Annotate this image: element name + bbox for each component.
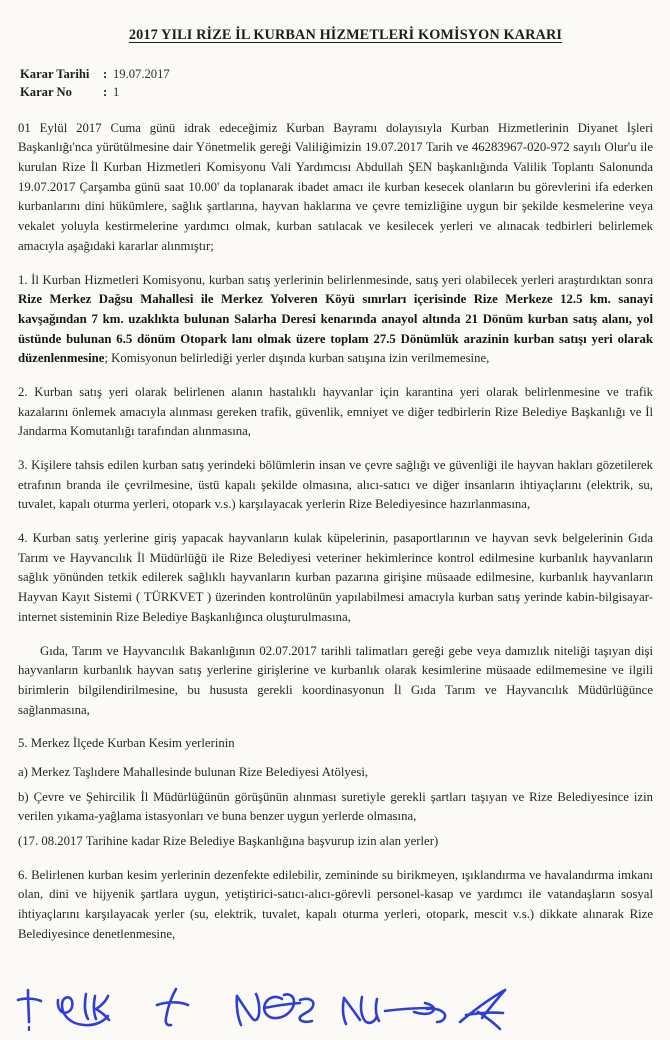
item-1-tail: ; Komisyonun belirlediği yerler dışında kurban satışına izin verilmemesine, xyxy=(104,351,490,366)
decision-item-5b: b) Çevre ve Şehircilik İl Müdürlüğünün görüşünün alınması suretiyle gerekli şartları taşıyan ve Rize Belediyesince izin verilen yıkama-yağlama istasyonları ve buna benzer uygun yerlerde olmasına, xyxy=(18,789,653,824)
item-1-lead: 1. İl Kurban Hizmetleri Komisyonu, kurban satış yerlerinin belirlenmesinde, satış yeri olabilecek yerleri araştırdıktan sonra xyxy=(18,272,653,287)
signature-mark-6 xyxy=(460,990,505,1029)
decision-item-1 xyxy=(18,271,653,369)
signature-mark-5 xyxy=(343,997,445,1024)
page-title: 2017 YILI RİZE İL KURBAN HİZMETLERİ KOMİSYON KARARI xyxy=(128,27,563,43)
signature-mark-4 xyxy=(237,994,314,1025)
decision-item-3: 3. Kişilere tahsis edilen kurban satış yerindeki bölümlerin insan ve çevre sağlığı ve güvenliği ile hayvan hakları gözetilerek etrafının branda ile çevrilmesine, üstü kapalı şekilde olmasına, alıcı-satıcı ve diğer insanların ihtiyaçlarını (elektrik, su, tuvalet, kapalı oturma yerleri, otopark v.s.) karşılayacak yerlerin Rize Belediyesince hazırlanmasına, xyxy=(18,458,653,512)
decision-meta xyxy=(20,65,653,102)
decision-date-value: 19.07.2017 xyxy=(113,66,170,81)
decision-number-row xyxy=(20,83,653,102)
decision-item-5a: a) Merkez Taşlıdere Mahallesinde bulunan Rize Belediyesi Atölyesi, xyxy=(18,764,369,779)
decision-number-value: 1 xyxy=(113,85,120,100)
decision-item-2: 2. Kurban satış yeri olarak belirlenen alanın hastalıklı hayvanlar için karantina yeri olarak belirlenmesine ve trafik kazalarını önlemek amacıyla alınması gereken trafik, güvenlik, emniyet ve diğer tedbirlerin Rize Belediye Başkanlığı ve İl Jandarma Komutanlığı tarafından alınmasına, xyxy=(18,384,653,439)
decision-item-4: 4. Kurban satış yerlerine giriş yapacak hayvanların kulak küpelerinin, pasaportlarının ve hayvan sevk belgelerinin Gıda Tarım ve Hayvancılık İl Müdürlüğü ile Rize Belediyesi veteriner hekimlerince kontrol edilmesine kurbanlık hayvanların sağlık yönünden tetkik edilerek sağlıklı hayvanların kurban pazarına girişine müsaade edilmesine, kurbanlık hayvanların Hayvan Kayıt Sistemi ( TÜRKVET ) üzerinden kontrolünün yapılabilmesi amacıyla kurban satış yerinde kabin-bilgisayar- internet sisteminin Rize Belediye Başkanlığınca oluşturulmasına, xyxy=(18,531,653,624)
ministry-note-paragraph: Gıda, Tarım ve Hayvancılık Bakanlığının 02.07.2017 tarihli talimatları gereği gebe veya damızlık niteliği taşıyan dişi hayvanların kurbanlık hayvan satış yerlerine girişlerine ve kurbanlık olarak kesimlerine müsaade edilmemesine ve ilgili birimlerin bilgilendirilmesine, bu hususta gerekli koordinasyonun İl Gıda Tarım ve Hayvancılık Müdürlüğünce sağlanmasına, xyxy=(18,643,653,717)
decision-item-5-note: (17. 08.2017 Tarihine kadar Rize Belediye Başkanlığına başvurup izin alan yerler) xyxy=(18,834,439,849)
decision-number-colon: : xyxy=(103,85,108,100)
signature-mark-2 xyxy=(58,994,109,1025)
item-1-emphasis: Rize Merkez Dağsu Mahallesi ile Merkez Yolveren Köyü sınırları içerisinde Rize Merkeze 12.5 km. sanayi kavşağından 7 km. uzaklıkta bulunan Salarha Deresi kenarında anayol altında 21 Dönüm kurban satış alanı, yol üstünde bulunan 6.5 dönüm Otopark lanı olmak üzere toplam 27.5 Dönümlük arazinin kurban satışı yeri olarak düzenlenmesine xyxy=(18,292,653,366)
signature-mark-1 xyxy=(18,990,41,1030)
intro-paragraph: 01 Eylül 2017 Cuma günü idrak edeceğimiz Kurban Bayramı dolayısıyla Kurban Hizmetlerinin Diyanet İşleri Başkanlığı'nca yürütülmesine dair Yönetmelik gereği Valiliğimizin 19.07.2017 Tarih ve 46283967-020-972 sayılı Olur'u ile kurulan Rize İl Kurban Hizmetleri Komisyonu Vali Yardımcısı Abdullah ŞEN başkanlığında Valilik Toplantı Salonunda 19.07.2017 Çarşamba günü saat 10.00' da toplanarak ibadet amacı ile kurban kesecek olanların bu görevlerini ifa ederken kurbanlarını dini hükümlere, sağlık şartlarına, hayvan haklarına ve çevre temizliğine uygun bir şekilde kesmelerine veya vekalet yoluyla kestirmelerine yardımcı olmak, kurban satılacak ve kesilecek yerleri ve alınacak tedbirleri belirlemek amacıyla aşağıdaki kararlar alınmıştır; xyxy=(18,120,653,253)
decision-date-colon: : xyxy=(103,66,108,81)
signature-mark-3 xyxy=(157,989,188,1025)
signature-row xyxy=(0,978,670,1040)
decision-date-label: Karar Tarihi xyxy=(20,66,90,81)
decision-item-6: 6. Belirlenen kurban kesim yerlerinin dezenfekte edilebilir, zemininde su birikmeyen, ışıklandırma ve havalandırma imkanı olan, dini ve hijyenik şartlara uygun, yetiştirici-satıcı-alıcı-görevli personel-kasap ve yardımcı ile vatandaşların sosyal ihtiyaçlarını karşılayacak yerler (su, elektrik, tuvalet, kapalı oturma yerleri, otopark, mescit v.s.) dikkate alınarak Rize Belediyesince denetlenmesine, xyxy=(18,867,653,941)
decision-number-label: Karar No xyxy=(20,85,72,100)
decision-date-row xyxy=(20,65,653,84)
document-body xyxy=(18,119,653,945)
decision-item-5-lead: 5. Merkez İlçede Kurban Kesim yerlerinin xyxy=(18,736,235,751)
